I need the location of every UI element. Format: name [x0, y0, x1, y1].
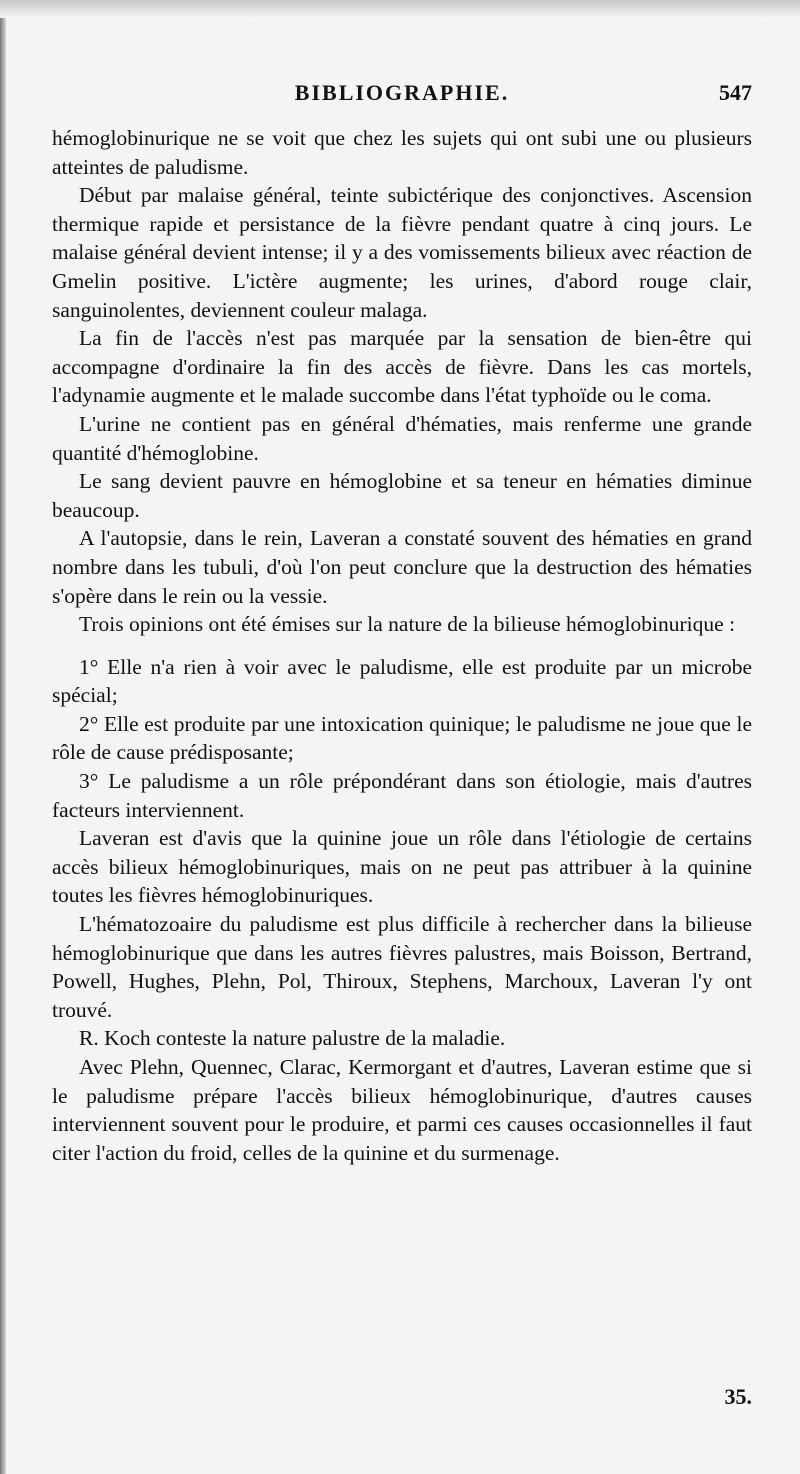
paragraph: R. Koch conteste la nature palustre de la maladie.	[79, 1026, 506, 1051]
list-item: 3° Le paludisme a un rôle prépondérant dans son étiologie, mais d'autres facteurs interviennent.	[52, 769, 752, 822]
running-header	[52, 80, 752, 110]
list-item: 1° Elle n'a rien à voir avec le paludisme, elle est produite par un microbe spécial;	[52, 654, 752, 708]
paragraph: Avec Plehn, Quennec, Clarac, Kermorgant et d'autres, Laveran estime que si le paludisme prépare l'accès bilieux hémoglobinurique, d'autres causes interviennent souvent pour le produire, et parmi ces causes occasionnelles il faut citer l'action du froid, celles de la quinine et du surmenage.	[52, 1055, 752, 1165]
paragraph: L'hématozoaire du paludisme est plus difficile à rechercher dans la bilieuse hémoglobinurique que dans les autres fièvres palustres, mais Boisson, Bertrand, Powell, Hughes, Plehn, Pol, Thiroux, Stephens, Marchoux, Laveran l'y ont trouvé.	[52, 912, 752, 1022]
paragraph: La fin de l'accès n'est pas marquée par la sensation de bien-être qui accompagne d'ordinaire la fin des accès de fièvre. Dans les cas mortels, l'adynamie augmente et le malade succombe dans l'état typhoïde ou le coma.	[52, 326, 752, 408]
paragraph: Trois opinions ont été émises sur la nature de la bilieuse hémoglobinurique :	[79, 612, 736, 637]
list-item: 2° Elle est produite par une intoxication quinique; le paludisme ne joue que le rôle de cause prédisposante;	[52, 711, 752, 765]
paragraph: Laveran est d'avis que la quinine joue un rôle dans l'étiologie de certains accès bilieux hémoglobinuriques, mais on ne peut pas attribuer à la quinine toutes les fièvres hémoglobinuriques.	[52, 826, 752, 908]
paragraph: Début par malaise général, teinte subictérique des conjonctives. Ascension thermique rapide et persistance de la fièvre pendant quatre à cinq jours. Le malaise général devient intense; il y a des vomissements bilieux avec réaction de Gmelin positive. L'ictère augmente; les urines, d'abord rouge clair, sanguinolentes, deviennent couleur malaga.	[52, 183, 752, 322]
running-title: BIBLIOGRAPHIE.	[294, 80, 510, 105]
paragraph: A l'autopsie, dans le rein, Laveran a constaté souvent des hématies en grand nombre dans les tubuli, d'où l'on peut conclure que la destruction des hématies s'opère dans le rein ou la vessie.	[52, 526, 752, 608]
paragraph: L'urine ne contient pas en général d'hématies, mais renferme une grande quantité d'hémoglobine.	[52, 411, 752, 465]
page-left-edge	[0, 0, 6, 1474]
page-top-edge	[0, 0, 800, 18]
signature-mark: 35.	[724, 1384, 752, 1409]
page-number: 547	[719, 80, 752, 105]
body-text	[52, 124, 752, 1167]
paragraph: hémoglobinurique ne se voit que chez les sujets qui ont subi une ou plusieurs atteintes de paludisme.	[52, 126, 752, 179]
paragraph: Le sang devient pauvre en hémoglobine et sa teneur en hématies diminue beaucoup.	[52, 469, 752, 522]
